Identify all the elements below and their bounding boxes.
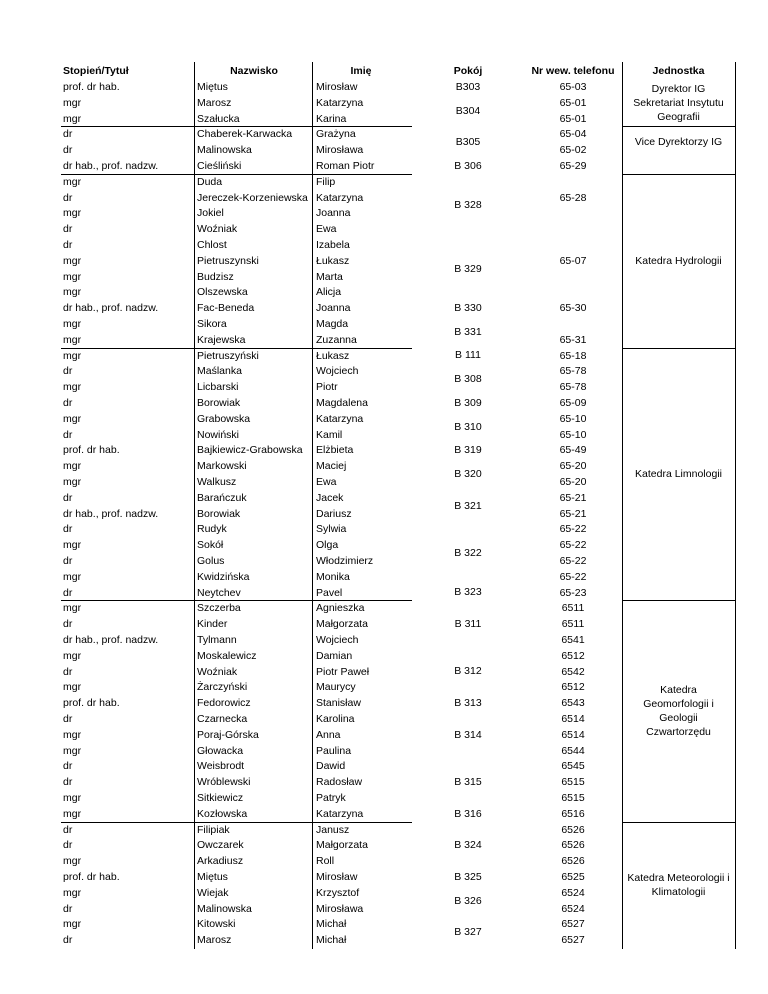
row-surname: Szałucka <box>197 112 240 125</box>
row-name: Katarzyna <box>316 412 364 425</box>
row-title: dr <box>63 555 73 567</box>
row-name: Elżbieta <box>316 444 354 457</box>
row-phone: 65-23 <box>559 586 587 599</box>
row-title: mgr <box>63 318 82 330</box>
row-surname: Cieśliński <box>197 160 242 172</box>
row-title: dr <box>63 239 73 251</box>
room-cell: B 308 <box>454 373 482 386</box>
unit-cell: Vice Dyrektorzy IG <box>634 136 723 149</box>
section-divider <box>61 822 412 823</box>
row-title: mgr <box>63 254 82 267</box>
row-name: Piotr Paweł <box>316 665 370 678</box>
room-cell: B304 <box>455 104 481 117</box>
row-title: mgr <box>63 112 82 125</box>
room-cell: B 326 <box>454 894 482 907</box>
room-cell: B 324 <box>454 839 482 852</box>
row-surname: Sikora <box>197 318 227 330</box>
row-name: Piotr <box>316 381 338 394</box>
row-name: Agnieszka <box>316 602 365 615</box>
header-name: Imię <box>350 65 372 77</box>
row-phone: 65-01 <box>559 112 587 125</box>
row-surname: Kwidzińska <box>197 570 250 583</box>
room-cell: B 314 <box>454 728 482 741</box>
row-title: dr <box>63 618 73 631</box>
row-title: prof. dr hab. <box>63 871 120 883</box>
row-surname: Arkadiusz <box>197 855 244 868</box>
room-cell: B 306 <box>454 159 482 172</box>
row-surname: Owczarek <box>197 839 244 852</box>
row-title: dr <box>63 523 73 536</box>
section-divider <box>622 348 735 349</box>
row-surname: Żarczyński <box>197 681 248 694</box>
row-name: Anna <box>316 728 341 741</box>
room-cell: B 320 <box>454 467 482 480</box>
row-title: mgr <box>63 460 82 473</box>
row-name: Włodzimierz <box>316 555 374 567</box>
row-surname: Golus <box>197 555 225 567</box>
row-surname: Fedorowicz <box>197 697 251 710</box>
row-name: Mirosława <box>316 902 364 915</box>
row-name: Karina <box>316 112 347 125</box>
row-name: Janusz <box>316 823 350 836</box>
row-title: dr <box>63 223 73 236</box>
row-surname: Marosz <box>197 96 232 109</box>
row-name: Roman Piotr <box>316 160 375 172</box>
row-title: mgr <box>63 728 82 741</box>
row-title: dr <box>63 128 73 141</box>
room-cell: B 323 <box>454 586 482 599</box>
column-divider <box>622 62 623 949</box>
row-title: dr <box>63 365 73 378</box>
row-phone: 65-22 <box>559 555 587 567</box>
unit-cell: Katedra Limnologii <box>635 467 722 480</box>
row-name: Michał <box>316 934 347 947</box>
row-name: Patryk <box>316 792 346 804</box>
row-name: Dawid <box>316 760 346 773</box>
row-name: Jacek <box>316 491 344 504</box>
row-title: mgr <box>63 286 82 299</box>
row-name: Małgorzata <box>316 618 368 631</box>
row-surname: Jereczek-Korzeniewska <box>197 191 308 204</box>
row-phone: 65-31 <box>559 333 587 346</box>
row-surname: Tylmann <box>197 634 237 646</box>
row-phone: 6514 <box>561 713 585 725</box>
row-phone: 65-20 <box>559 460 587 473</box>
row-title: prof. dr hab. <box>63 697 120 710</box>
row-surname: Kinder <box>197 618 228 631</box>
row-name: Ewa <box>316 476 337 488</box>
row-name: Joanna <box>316 207 351 220</box>
section-divider <box>61 126 412 127</box>
row-surname: Wiejak <box>197 886 229 899</box>
room-cell: B 330 <box>454 302 482 315</box>
row-phone: 6526 <box>561 855 585 868</box>
row-name: Maciej <box>316 460 347 473</box>
row-phone: 6524 <box>561 886 585 899</box>
row-name: Katarzyna <box>316 191 364 204</box>
room-cell: B303 <box>455 80 481 93</box>
row-name: Katarzyna <box>316 807 364 820</box>
row-surname: Duda <box>197 175 223 188</box>
row-name: Michał <box>316 918 347 931</box>
room-cell: B 309 <box>454 396 482 409</box>
row-name: Sylwia <box>316 523 347 536</box>
row-phone: 65-28 <box>559 191 587 204</box>
row-name: Magdalena <box>316 397 368 409</box>
room-cell: B 310 <box>454 420 482 433</box>
row-phone: 65-18 <box>559 349 587 362</box>
row-phone: 65-30 <box>559 302 587 315</box>
row-title: dr <box>63 428 73 441</box>
room-cell: B 331 <box>454 325 482 338</box>
section-divider <box>622 600 735 601</box>
row-phone: 65-10 <box>559 428 587 441</box>
section-divider <box>61 600 412 601</box>
row-phone: 6512 <box>561 649 585 662</box>
row-phone: 65-49 <box>559 444 587 457</box>
row-phone: 65-07 <box>559 254 587 267</box>
row-surname: Borowiak <box>197 397 241 409</box>
room-cell: B 322 <box>454 546 482 559</box>
row-name: Paulina <box>316 744 352 757</box>
row-phone: 6525 <box>561 871 585 883</box>
row-surname: Sitkiewicz <box>197 792 244 804</box>
row-title: dr <box>63 839 73 852</box>
row-phone: 6526 <box>561 839 585 852</box>
row-surname: Krajewska <box>197 333 246 346</box>
row-phone: 6527 <box>561 918 585 931</box>
row-name: Izabela <box>316 239 350 251</box>
row-title: mgr <box>63 792 82 804</box>
row-phone: 6514 <box>561 728 585 741</box>
row-surname: Malinowska <box>197 902 252 915</box>
row-name: Monika <box>316 570 350 583</box>
row-name: Joanna <box>316 302 351 315</box>
row-phone: 65-10 <box>559 412 587 425</box>
row-title: dr <box>63 586 73 599</box>
row-surname: Filipiak <box>197 823 230 836</box>
row-phone: 6524 <box>561 902 585 915</box>
row-phone: 65-21 <box>559 507 587 520</box>
row-title: mgr <box>63 476 82 488</box>
row-title: dr hab., prof. nadzw. <box>63 507 159 520</box>
row-surname: Sokół <box>197 539 224 552</box>
row-name: Pavel <box>316 586 343 599</box>
row-surname: Wróblewski <box>197 776 251 789</box>
row-phone: 6542 <box>561 665 585 678</box>
row-title: mgr <box>63 539 82 552</box>
row-phone: 6541 <box>561 634 585 646</box>
row-title: prof. dr hab. <box>63 444 120 457</box>
row-title: dr <box>63 823 73 836</box>
row-phone: 6526 <box>561 823 585 836</box>
row-surname: Miętus <box>197 81 228 93</box>
row-title: mgr <box>63 175 82 188</box>
row-title: mgr <box>63 207 82 220</box>
row-phone: 65-22 <box>559 570 587 583</box>
row-name: Roll <box>316 855 335 868</box>
row-title: dr <box>63 665 73 678</box>
row-surname: Woźniak <box>197 665 238 678</box>
section-divider <box>622 174 735 175</box>
row-phone: 65-29 <box>559 160 587 172</box>
row-surname: Fac-Beneda <box>197 302 255 315</box>
row-name: Stanisław <box>316 697 361 710</box>
room-cell: B 312 <box>454 665 482 678</box>
row-name: Wojciech <box>316 634 359 646</box>
row-surname: Maślanka <box>197 365 242 378</box>
row-name: Mirosław <box>316 81 358 93</box>
row-surname: Rudyk <box>197 523 227 536</box>
section-divider <box>61 174 412 175</box>
row-name: Katarzyna <box>316 96 364 109</box>
section-divider <box>61 348 412 349</box>
room-cell: B 313 <box>454 697 482 710</box>
row-phone: 65-02 <box>559 144 587 157</box>
row-surname: Pietruszyński <box>197 349 259 362</box>
row-name: Dariusz <box>316 507 352 520</box>
row-phone: 6527 <box>561 934 585 947</box>
row-name: Wojciech <box>316 365 359 378</box>
row-surname: Głowacka <box>197 744 244 757</box>
row-name: Mirosław <box>316 871 358 883</box>
row-phone: 65-78 <box>559 365 587 378</box>
header-surname: Nazwisko <box>230 65 278 77</box>
room-cell: B 329 <box>454 262 482 275</box>
row-surname: Markowski <box>197 460 247 473</box>
row-phone: 6515 <box>561 792 585 804</box>
row-phone: 6511 <box>561 602 585 615</box>
column-divider <box>312 62 313 949</box>
row-name: Krzysztof <box>316 886 360 899</box>
row-surname: Pietruszynski <box>197 254 259 267</box>
room-cell: B305 <box>455 136 481 149</box>
section-divider <box>622 126 735 127</box>
row-surname: Poraj-Górska <box>197 728 259 741</box>
room-cell: B 316 <box>454 807 482 820</box>
row-title: mgr <box>63 412 82 425</box>
row-surname: Grabowska <box>197 412 251 425</box>
row-name: Magda <box>316 318 349 330</box>
row-title: mgr <box>63 918 82 931</box>
row-title: dr <box>63 902 73 915</box>
row-name: Małgorzata <box>316 839 368 852</box>
row-name: Olga <box>316 539 339 552</box>
row-name: Marta <box>316 270 343 283</box>
row-phone: 6543 <box>561 697 585 710</box>
row-title: dr <box>63 191 73 204</box>
row-surname: Barańczuk <box>197 491 247 504</box>
row-surname: Budzisz <box>197 270 234 283</box>
row-phone: 6511 <box>561 618 585 631</box>
row-surname: Czarnecka <box>197 713 248 725</box>
room-cell: B 327 <box>454 926 482 939</box>
row-title: mgr <box>63 681 82 694</box>
row-title: dr <box>63 144 73 157</box>
header-phone: Nr wew. telefonu <box>531 65 615 77</box>
row-title: dr <box>63 397 73 409</box>
row-surname: Marosz <box>197 934 232 947</box>
row-phone: 65-22 <box>559 523 587 536</box>
row-title: dr hab., prof. nadzw. <box>63 302 159 315</box>
row-surname: Kitowski <box>197 918 236 931</box>
row-surname: Chaberek-Karwacka <box>197 128 293 141</box>
column-divider <box>735 62 736 949</box>
row-name: Łukasz <box>316 254 350 267</box>
row-title: mgr <box>63 570 82 583</box>
row-surname: Moskalewicz <box>197 649 257 662</box>
row-title: mgr <box>63 807 82 820</box>
row-title: mgr <box>63 744 82 757</box>
row-phone: 65-20 <box>559 476 587 488</box>
room-cell: B 319 <box>454 444 482 457</box>
row-name: Mirosława <box>316 144 364 157</box>
row-title: dr hab., prof. nadzw. <box>63 160 159 172</box>
row-title: dr <box>63 760 73 773</box>
row-surname: Woźniak <box>197 223 238 236</box>
row-phone: 65-04 <box>559 128 587 141</box>
room-cell: B 321 <box>454 499 482 512</box>
column-divider <box>194 62 195 949</box>
row-name: Grażyna <box>316 128 356 141</box>
row-title: mgr <box>63 381 82 394</box>
row-title: mgr <box>63 649 82 662</box>
unit-cell: Katedra Hydrologii <box>635 254 722 267</box>
row-surname: Walkusz <box>197 476 237 488</box>
row-name: Filip <box>316 175 336 188</box>
unit-cell: Katedra Geomorfologii i Geologii Czwartorzędu <box>643 683 714 738</box>
row-surname: Chlost <box>197 239 227 251</box>
row-title: mgr <box>63 855 82 868</box>
row-title: dr <box>63 934 73 947</box>
row-title: dr hab., prof. nadzw. <box>63 634 159 646</box>
row-surname: Licbarski <box>197 381 239 394</box>
row-title: mgr <box>63 886 82 899</box>
row-name: Ewa <box>316 223 337 236</box>
header-room: Pokój <box>453 65 483 77</box>
unit-cell: Dyrektor IG Sekretariat Insytutu Geografii <box>633 82 724 123</box>
row-phone: 65-03 <box>559 81 587 93</box>
row-phone: 6545 <box>561 760 585 773</box>
row-surname: Miętus <box>197 871 228 883</box>
room-cell: B 111 <box>455 349 481 362</box>
row-surname: Jokiel <box>197 207 224 220</box>
row-phone: 65-21 <box>559 491 587 504</box>
row-surname: Malinowska <box>197 144 252 157</box>
row-surname: Olszewska <box>197 286 248 299</box>
row-phone: 65-78 <box>559 381 587 394</box>
row-name: Łukasz <box>316 349 350 362</box>
row-title: mgr <box>63 96 82 109</box>
row-surname: Nowiński <box>197 428 240 441</box>
row-phone: 65-09 <box>559 397 587 409</box>
row-title: mgr <box>63 349 82 362</box>
row-surname: Weisbrodt <box>197 760 245 773</box>
row-phone: 65-01 <box>559 96 587 109</box>
header-unit: Jednostka <box>652 65 705 77</box>
row-phone: 6544 <box>561 744 585 757</box>
row-surname: Neytchev <box>197 586 241 599</box>
row-title: dr <box>63 713 73 725</box>
row-title: dr <box>63 776 73 789</box>
row-name: Alicja <box>316 286 342 299</box>
row-phone: 6515 <box>561 776 585 789</box>
row-phone: 6512 <box>561 681 585 694</box>
row-name: Kamil <box>316 428 343 441</box>
section-divider <box>622 822 735 823</box>
row-title: mgr <box>63 333 82 346</box>
room-cell: B 315 <box>454 776 482 789</box>
room-cell: B 328 <box>454 199 482 212</box>
row-name: Damian <box>316 649 353 662</box>
room-cell: B 325 <box>454 870 482 883</box>
row-name: Maurycy <box>316 681 356 694</box>
row-title: mgr <box>63 270 82 283</box>
row-phone: 6516 <box>561 807 585 820</box>
row-name: Radosław <box>316 776 363 789</box>
row-name: Zuzanna <box>316 333 357 346</box>
row-surname: Bajkiewicz-Grabowska <box>197 444 303 457</box>
header-title: Stopień/Tytuł <box>63 65 129 77</box>
room-cell: B 311 <box>454 618 482 631</box>
row-title: mgr <box>63 602 82 615</box>
row-title: dr <box>63 491 73 504</box>
row-title: prof. dr hab. <box>63 81 120 93</box>
row-surname: Borowiak <box>197 507 241 520</box>
row-name: Karolina <box>316 713 355 725</box>
row-surname: Szczerba <box>197 602 241 615</box>
row-phone: 65-22 <box>559 539 587 552</box>
unit-cell: Katedra Meteorologii i Klimatologii <box>627 871 730 898</box>
row-surname: Kozłowska <box>197 807 248 820</box>
